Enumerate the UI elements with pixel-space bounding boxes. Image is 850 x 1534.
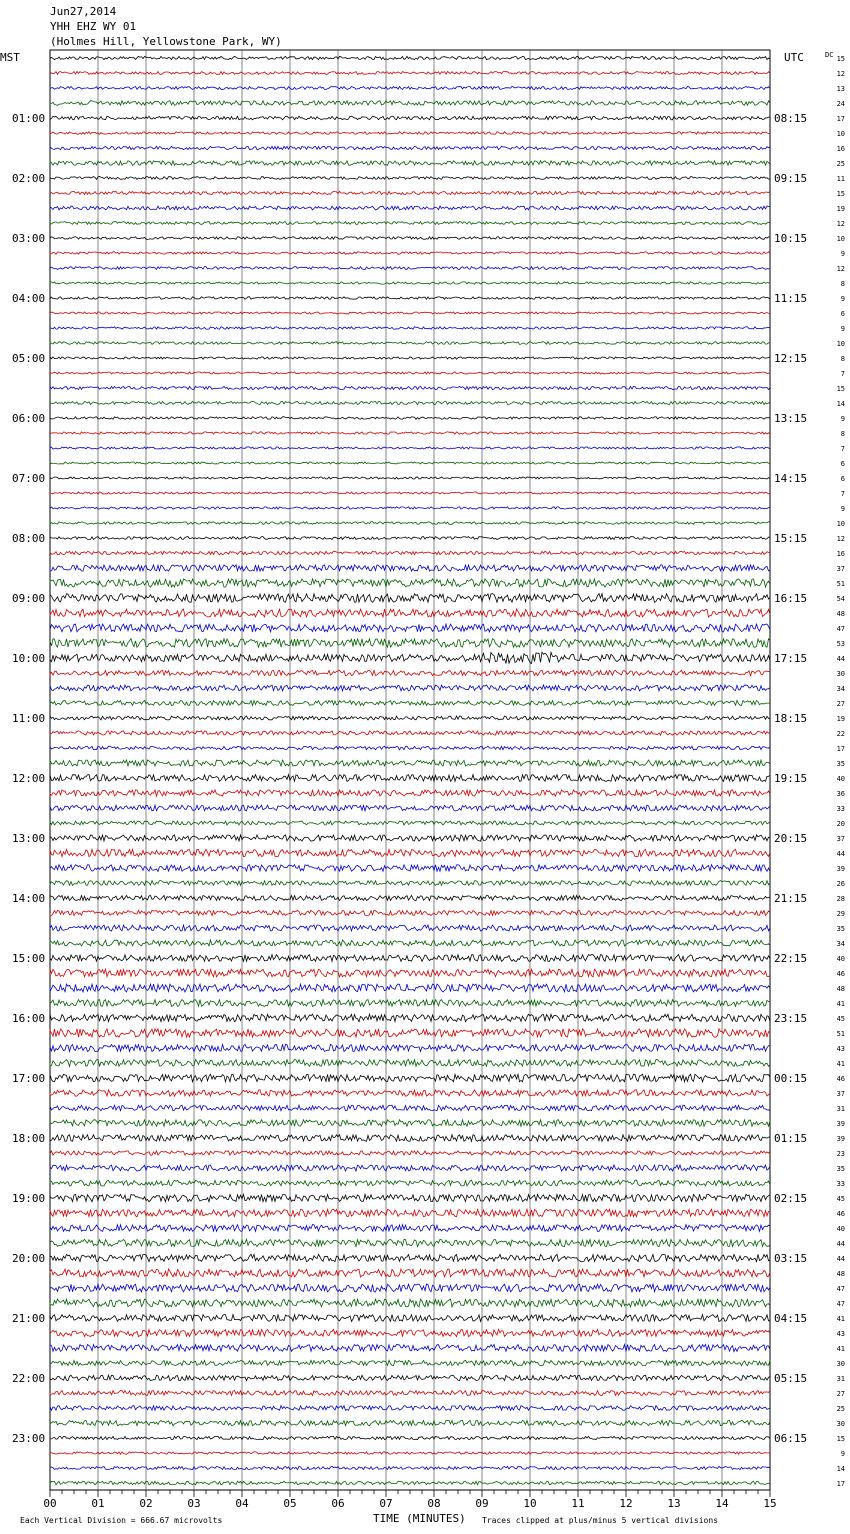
trace-row-78 bbox=[50, 1225, 770, 1232]
utc-hour-label: 21:15 bbox=[774, 892, 808, 905]
trace-row-3 bbox=[50, 101, 770, 106]
trace-row-84 bbox=[50, 1315, 770, 1322]
trace-row-22 bbox=[50, 386, 770, 389]
dc-value: 17 bbox=[836, 745, 845, 753]
dc-value: 17 bbox=[836, 1480, 845, 1488]
trace-row-56 bbox=[50, 896, 770, 901]
trace-row-73 bbox=[50, 1151, 770, 1155]
mst-hour-labels bbox=[12, 112, 45, 1445]
utc-hour-label: 14:15 bbox=[774, 472, 808, 485]
mst-hour-label: 20:00 bbox=[12, 1252, 46, 1265]
trace-row-64 bbox=[50, 1014, 770, 1021]
dc-value: 22 bbox=[836, 730, 845, 738]
trace-row-36 bbox=[50, 594, 770, 603]
utc-hour-label: 12:15 bbox=[774, 352, 808, 365]
trace-row-49 bbox=[50, 790, 770, 796]
x-tick-label: 10 bbox=[523, 1497, 537, 1510]
trace-row-37 bbox=[50, 609, 770, 617]
dc-value: 10 bbox=[836, 130, 845, 138]
trace-row-61 bbox=[50, 969, 770, 977]
trace-row-8 bbox=[50, 177, 770, 180]
trace-row-86 bbox=[50, 1345, 770, 1352]
trace-row-25 bbox=[50, 432, 770, 434]
dc-value: 41 bbox=[836, 1345, 845, 1353]
dc-value: 16 bbox=[836, 550, 845, 558]
trace-row-6 bbox=[50, 146, 770, 149]
trace-row-12 bbox=[50, 237, 770, 240]
dc-value: 47 bbox=[836, 1285, 845, 1293]
dc-value: 8 bbox=[840, 430, 845, 438]
trace-row-9 bbox=[50, 191, 770, 194]
dc-value: 37 bbox=[836, 1090, 845, 1098]
trace-row-67 bbox=[50, 1060, 770, 1067]
dc-value: 30 bbox=[836, 1360, 845, 1368]
utc-hour-label: 06:15 bbox=[774, 1432, 808, 1445]
trace-row-44 bbox=[50, 716, 770, 720]
dc-value: 19 bbox=[836, 205, 845, 213]
trace-row-46 bbox=[50, 746, 770, 750]
dc-value: 6 bbox=[840, 310, 845, 318]
utc-hour-label: 02:15 bbox=[774, 1192, 808, 1205]
mst-hour-label: 11:00 bbox=[12, 712, 46, 725]
dc-value: 44 bbox=[836, 1255, 845, 1263]
trace-row-21 bbox=[50, 372, 770, 374]
utc-hour-label: 16:15 bbox=[774, 592, 808, 605]
dc-value: 36 bbox=[836, 790, 845, 798]
trace-row-32 bbox=[50, 537, 770, 540]
trace-row-79 bbox=[50, 1239, 770, 1246]
mst-hour-label: 03:00 bbox=[12, 232, 46, 245]
utc-hour-label: 22:15 bbox=[774, 952, 808, 965]
x-tick-label: 15 bbox=[763, 1497, 777, 1510]
trace-row-18 bbox=[50, 327, 770, 329]
plot-frame bbox=[50, 50, 770, 1490]
seismic-traces bbox=[50, 56, 770, 1484]
trace-row-20 bbox=[50, 357, 770, 359]
trace-row-55 bbox=[50, 881, 770, 886]
trace-row-66 bbox=[50, 1044, 770, 1051]
trace-row-33 bbox=[50, 551, 770, 554]
x-tick-label: 00 bbox=[43, 1497, 57, 1510]
trace-row-63 bbox=[50, 1000, 770, 1007]
dc-value: 8 bbox=[840, 355, 845, 363]
dc-value: 9 bbox=[840, 295, 845, 303]
utc-hour-label: 09:15 bbox=[774, 172, 808, 185]
dc-value: 7 bbox=[840, 370, 845, 378]
mst-hour-label: 17:00 bbox=[12, 1072, 46, 1085]
x-tick-label: 11 bbox=[571, 1497, 585, 1510]
dc-value: 7 bbox=[840, 445, 845, 453]
trace-row-41 bbox=[50, 670, 770, 675]
trace-row-82 bbox=[50, 1284, 770, 1292]
x-tick-label: 05 bbox=[283, 1497, 297, 1510]
dc-value: 45 bbox=[836, 1015, 845, 1023]
clip-note: Traces clipped at plus/minus 5 vertical divisions bbox=[482, 1516, 719, 1525]
dc-value: 9 bbox=[840, 325, 845, 333]
dc-value: 34 bbox=[836, 685, 845, 693]
mst-hour-label: 02:00 bbox=[12, 172, 46, 185]
utc-hour-label: 18:15 bbox=[774, 712, 808, 725]
x-tick-label: 13 bbox=[667, 1497, 681, 1510]
dc-header-label: DC bbox=[825, 51, 834, 59]
dc-value: 29 bbox=[836, 910, 845, 918]
dc-value: 43 bbox=[836, 1045, 845, 1053]
dc-value: 14 bbox=[836, 400, 845, 408]
dc-value: 35 bbox=[836, 925, 845, 933]
trace-row-60 bbox=[50, 955, 770, 962]
trace-row-11 bbox=[50, 222, 770, 225]
dc-value: 35 bbox=[836, 1165, 845, 1173]
mst-hour-label: 15:00 bbox=[12, 952, 46, 965]
dc-value: 27 bbox=[836, 1390, 845, 1398]
mst-hour-label: 07:00 bbox=[12, 472, 46, 485]
dc-value: 11 bbox=[836, 175, 845, 183]
trace-row-39 bbox=[50, 639, 770, 648]
dc-value: 24 bbox=[836, 100, 845, 108]
utc-hour-label: 15:15 bbox=[774, 532, 808, 545]
trace-row-77 bbox=[50, 1209, 770, 1217]
utc-hour-label: 20:15 bbox=[774, 832, 808, 845]
mst-timezone-label: MST bbox=[0, 51, 20, 64]
dc-value: 51 bbox=[836, 580, 845, 588]
trace-row-15 bbox=[50, 282, 770, 284]
dc-value: 47 bbox=[836, 625, 845, 633]
trace-row-91 bbox=[50, 1420, 770, 1425]
dc-value: 10 bbox=[836, 340, 845, 348]
trace-row-93 bbox=[50, 1452, 770, 1454]
x-tick-label: 07 bbox=[379, 1497, 393, 1510]
x-axis bbox=[43, 1490, 776, 1510]
mst-hour-label: 18:00 bbox=[12, 1132, 46, 1145]
dc-value: 46 bbox=[836, 970, 845, 978]
trace-row-80 bbox=[50, 1254, 770, 1261]
dc-value: 12 bbox=[836, 220, 845, 228]
mst-hour-label: 13:00 bbox=[12, 832, 46, 845]
trace-row-68 bbox=[50, 1074, 770, 1082]
x-axis-title: TIME (MINUTES) bbox=[373, 1512, 466, 1525]
utc-hour-label: 17:15 bbox=[774, 652, 808, 665]
dc-value: 9 bbox=[840, 415, 845, 423]
utc-timezone-label: UTC bbox=[784, 51, 804, 64]
trace-row-45 bbox=[50, 731, 770, 735]
dc-value: 40 bbox=[836, 1225, 845, 1233]
dc-value: 19 bbox=[836, 715, 845, 723]
trace-row-58 bbox=[50, 925, 770, 931]
trace-row-57 bbox=[50, 910, 770, 915]
utc-hour-label: 01:15 bbox=[774, 1132, 808, 1145]
dc-value: 26 bbox=[836, 880, 845, 888]
dc-value: 9 bbox=[840, 1450, 845, 1458]
trace-row-7 bbox=[50, 161, 770, 166]
dc-value: 40 bbox=[836, 775, 845, 783]
trace-row-89 bbox=[50, 1391, 770, 1396]
trace-row-47 bbox=[50, 760, 770, 766]
dc-value: 12 bbox=[836, 535, 845, 543]
scale-note: Each Vertical Division = 666.67 microvolts bbox=[20, 1516, 223, 1525]
trace-row-40 bbox=[50, 652, 770, 663]
dc-value: 13 bbox=[836, 85, 845, 93]
x-tick-label: 04 bbox=[235, 1497, 249, 1510]
trace-row-16 bbox=[50, 297, 770, 299]
trace-row-0 bbox=[50, 56, 770, 59]
dc-value: 10 bbox=[836, 520, 845, 528]
dc-value: 44 bbox=[836, 1240, 845, 1248]
trace-row-4 bbox=[50, 116, 770, 120]
trace-row-29 bbox=[50, 492, 770, 494]
dc-value: 39 bbox=[836, 1135, 845, 1143]
trace-row-30 bbox=[50, 507, 770, 509]
trace-row-74 bbox=[50, 1165, 770, 1171]
dc-value: 8 bbox=[840, 280, 845, 288]
trace-row-69 bbox=[50, 1090, 770, 1096]
utc-hour-label: 05:15 bbox=[774, 1372, 808, 1385]
trace-row-83 bbox=[50, 1299, 770, 1307]
dc-value: 12 bbox=[836, 70, 845, 78]
utc-hour-label: 04:15 bbox=[774, 1312, 808, 1325]
dc-value: 20 bbox=[836, 820, 845, 828]
dc-value: 54 bbox=[836, 595, 845, 603]
mst-hour-label: 12:00 bbox=[12, 772, 46, 785]
trace-row-85 bbox=[50, 1329, 770, 1336]
dc-value: 30 bbox=[836, 1420, 845, 1428]
trace-row-62 bbox=[50, 984, 770, 992]
dc-value: 51 bbox=[836, 1030, 845, 1038]
dc-value: 14 bbox=[836, 1465, 845, 1473]
dc-value: 48 bbox=[836, 985, 845, 993]
trace-row-65 bbox=[50, 1029, 770, 1037]
trace-row-26 bbox=[50, 447, 770, 449]
mst-hour-label: 09:00 bbox=[12, 592, 46, 605]
trace-row-70 bbox=[50, 1105, 770, 1111]
dc-value: 33 bbox=[836, 1180, 845, 1188]
mst-hour-label: 06:00 bbox=[12, 412, 46, 425]
mst-hour-label: 01:00 bbox=[12, 112, 46, 125]
dc-value: 27 bbox=[836, 700, 845, 708]
trace-row-35 bbox=[50, 579, 770, 587]
dc-value: 6 bbox=[840, 475, 845, 483]
trace-row-92 bbox=[50, 1436, 770, 1439]
x-tick-label: 12 bbox=[619, 1497, 633, 1510]
dc-value: 34 bbox=[836, 940, 845, 948]
dc-value: 28 bbox=[836, 895, 845, 903]
trace-row-54 bbox=[50, 865, 770, 872]
dc-value: 45 bbox=[836, 1195, 845, 1203]
dc-value: 25 bbox=[836, 160, 845, 168]
dc-value: 6 bbox=[840, 460, 845, 468]
utc-hour-label: 11:15 bbox=[774, 292, 808, 305]
dc-value: 25 bbox=[836, 1405, 845, 1413]
trace-row-23 bbox=[50, 401, 770, 404]
dc-value: 53 bbox=[836, 640, 845, 648]
dc-value: 7 bbox=[840, 490, 845, 498]
x-tick-label: 14 bbox=[715, 1497, 729, 1510]
dc-value: 15 bbox=[836, 385, 845, 393]
header-location: (Holmes Hill, Yellowstone Park, WY) bbox=[50, 35, 282, 48]
header-date: Jun27,2014 bbox=[50, 5, 117, 18]
trace-row-13 bbox=[50, 252, 770, 254]
utc-hour-label: 19:15 bbox=[774, 772, 808, 785]
trace-row-95 bbox=[50, 1481, 770, 1485]
trace-row-50 bbox=[50, 805, 770, 811]
x-tick-label: 08 bbox=[427, 1497, 441, 1510]
trace-row-90 bbox=[50, 1406, 770, 1411]
dc-value: 15 bbox=[836, 55, 845, 63]
mst-hour-label: 10:00 bbox=[12, 652, 46, 665]
trace-row-28 bbox=[50, 477, 770, 479]
trace-row-17 bbox=[50, 312, 770, 314]
x-tick-label: 03 bbox=[187, 1497, 201, 1510]
dc-value: 16 bbox=[836, 145, 845, 153]
trace-row-38 bbox=[50, 624, 770, 632]
dc-value: 40 bbox=[836, 955, 845, 963]
dc-value: 41 bbox=[836, 1000, 845, 1008]
dc-value: 15 bbox=[836, 1435, 845, 1443]
utc-hour-label: 10:15 bbox=[774, 232, 808, 245]
trace-row-43 bbox=[50, 701, 770, 706]
dc-value: 15 bbox=[836, 190, 845, 198]
trace-row-2 bbox=[50, 87, 770, 90]
dc-value: 43 bbox=[836, 1330, 845, 1338]
dc-value: 44 bbox=[836, 850, 845, 858]
trace-row-24 bbox=[50, 417, 770, 419]
dc-value: 37 bbox=[836, 565, 845, 573]
mst-hour-label: 08:00 bbox=[12, 532, 46, 545]
dc-value: 12 bbox=[836, 265, 845, 273]
header-station: YHH EHZ WY 01 bbox=[50, 20, 137, 33]
trace-row-5 bbox=[50, 132, 770, 135]
dc-value: 39 bbox=[836, 1120, 845, 1128]
utc-hour-label: 08:15 bbox=[774, 112, 808, 125]
utc-hour-label: 03:15 bbox=[774, 1252, 808, 1265]
trace-row-76 bbox=[50, 1194, 770, 1201]
dc-value: 30 bbox=[836, 670, 845, 678]
trace-row-1 bbox=[50, 72, 770, 75]
dc-value: 48 bbox=[836, 1270, 845, 1278]
dc-value: 23 bbox=[836, 1150, 845, 1158]
trace-row-51 bbox=[50, 821, 770, 825]
dc-value: 31 bbox=[836, 1375, 845, 1383]
trace-row-81 bbox=[50, 1269, 770, 1277]
x-tick-label: 06 bbox=[331, 1497, 345, 1510]
trace-row-10 bbox=[50, 206, 770, 210]
mst-hour-label: 05:00 bbox=[12, 352, 46, 365]
dc-value: 39 bbox=[836, 865, 845, 873]
trace-row-34 bbox=[50, 565, 770, 571]
trace-row-48 bbox=[50, 775, 770, 782]
trace-row-88 bbox=[50, 1375, 770, 1381]
dc-value: 17 bbox=[836, 115, 845, 123]
dc-value: 44 bbox=[836, 655, 845, 663]
mst-hour-label: 14:00 bbox=[12, 892, 46, 905]
dc-value: 9 bbox=[840, 505, 845, 513]
trace-row-53 bbox=[50, 849, 770, 856]
x-tick-label: 09 bbox=[475, 1497, 489, 1510]
dc-value: 46 bbox=[836, 1075, 845, 1083]
trace-row-71 bbox=[50, 1120, 770, 1127]
x-tick-label: 02 bbox=[139, 1497, 153, 1510]
mst-hour-label: 21:00 bbox=[12, 1312, 46, 1325]
dc-value: 35 bbox=[836, 760, 845, 768]
dc-value: 41 bbox=[836, 1315, 845, 1323]
trace-row-19 bbox=[50, 342, 770, 345]
dc-offset-labels bbox=[837, 55, 845, 1488]
dc-value: 41 bbox=[836, 1060, 845, 1068]
dc-value: 37 bbox=[836, 835, 845, 843]
trace-row-27 bbox=[50, 462, 770, 464]
mst-hour-label: 04:00 bbox=[12, 292, 46, 305]
dc-value: 47 bbox=[836, 1300, 845, 1308]
mst-hour-label: 23:00 bbox=[12, 1432, 46, 1445]
trace-row-14 bbox=[50, 267, 770, 270]
trace-row-31 bbox=[50, 522, 770, 525]
dc-value: 46 bbox=[836, 1210, 845, 1218]
dc-value: 48 bbox=[836, 610, 845, 618]
trace-row-72 bbox=[50, 1135, 770, 1142]
mst-hour-label: 22:00 bbox=[12, 1372, 46, 1385]
trace-row-59 bbox=[50, 940, 770, 946]
utc-hour-labels bbox=[774, 112, 807, 1445]
utc-hour-label: 13:15 bbox=[774, 412, 808, 425]
utc-hour-label: 00:15 bbox=[774, 1072, 808, 1085]
dc-value: 33 bbox=[836, 805, 845, 813]
mst-hour-label: 16:00 bbox=[12, 1012, 46, 1025]
trace-row-87 bbox=[50, 1360, 770, 1365]
dc-value: 31 bbox=[836, 1105, 845, 1113]
trace-row-52 bbox=[50, 835, 770, 841]
trace-row-75 bbox=[50, 1180, 770, 1186]
trace-row-94 bbox=[50, 1466, 770, 1469]
dc-value: 9 bbox=[840, 250, 845, 258]
trace-row-42 bbox=[50, 685, 770, 691]
x-tick-label: 01 bbox=[91, 1497, 105, 1510]
mst-hour-label: 19:00 bbox=[12, 1192, 46, 1205]
dc-value: 10 bbox=[836, 235, 845, 243]
utc-hour-label: 23:15 bbox=[774, 1012, 808, 1025]
